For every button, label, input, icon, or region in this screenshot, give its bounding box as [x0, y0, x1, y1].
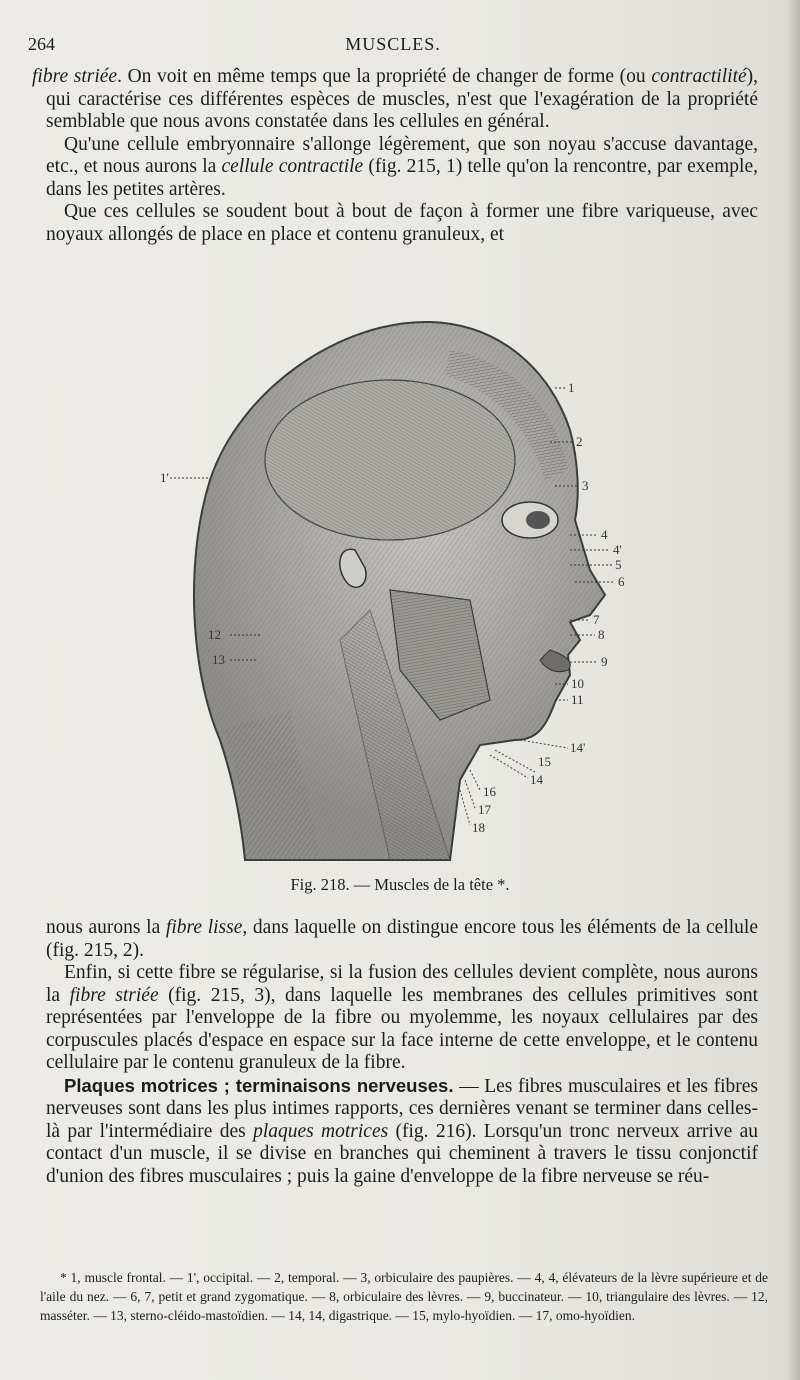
figure-label-1-prime: 1' — [160, 470, 169, 485]
figure-label-6: 6 — [618, 574, 625, 589]
italic-term: cellule contractile — [221, 156, 364, 177]
body-text-bottom — [46, 917, 758, 1188]
paragraph-3: Que ces cellules se soudent bout à bout de façon à former une fibre variqueuse, avec noyaux allongés de place en place et contenu granuleux, et — [46, 201, 758, 245]
figure-label-11: 11 — [571, 692, 584, 707]
figure-label-5: 5 — [615, 557, 622, 572]
paragraph-4 — [46, 917, 758, 962]
paragraph-text: (fig. 215, 1) telle qu'on la rencontre, par exemple, dans les petites artères. — [46, 156, 759, 200]
paragraph-text: (fig. 216). Lorsqu'un tronc nerveux arrive au contact d'un muscle, il se divise en branches qui cheminent à travers le tissu conjonctif d'union des fibres musculaires ; puis la gaine d'enveloppe de la fibre nerveuse se réu- — [46, 1120, 758, 1187]
paragraph-text: ), qui caractérise ces différentes espèces de muscles, n'est que l'exagération de la propriété semblable que nous avons constatée dans les cellules en général. — [46, 66, 759, 132]
figure-label-12: 12 — [208, 627, 221, 642]
italic-term: fibre lisse — [165, 917, 243, 938]
running-title: MUSCLES. — [345, 34, 441, 54]
italic-term: fibre striée — [69, 984, 159, 1006]
page-number: 264 — [28, 34, 55, 54]
paragraph-text: (fig. 215, 3), dans laquelle les membranes des cellules primitives sont représentées par l'enveloppe de la fibre ou myolemme, les noyaux cellulaires par des corpuscules placés d'espace en espace sur la face interne de cette enveloppe, et le contenu cellulaire par le contenu granuleux de la fibre. — [46, 984, 758, 1073]
figure-label-16: 16 — [483, 784, 496, 799]
figure-label-13: 13 — [212, 652, 225, 667]
italic-term: fibre striée — [32, 66, 118, 87]
figure-label-4-prime: 4' — [613, 542, 622, 557]
figure-label-17: 17 — [478, 802, 491, 817]
figure-label-7: 7 — [593, 612, 600, 627]
figure-label-10: 10 — [571, 676, 584, 691]
figure-label-4: 4 — [601, 527, 608, 542]
figure-footnote — [40, 1268, 768, 1325]
head-muscles-illustration — [150, 310, 650, 870]
body-text-top — [32, 66, 759, 246]
eye — [526, 511, 550, 529]
figure-label-9: 9 — [601, 654, 608, 669]
footnote-text: * 1, muscle frontal. — 1', occipital. — 2, temporal. — 3, orbiculaire des paupières. — 4, 4, élévateurs de la lèvre supérieure et de l'aile du nez. — 6, 7, petit et grand zygomatique. — 8, orbiculaire des lèvres. — 9, buccinateur. — 10, triangulaire des lèvres. — 12, masséter. — 13, sterno-cléido-mastoïdien. — 14, 14, digastrique. — 15, mylo-hyoïdien. — 17, omo-hyoïdien. — [40, 1270, 768, 1323]
figure-label-3: 3 — [582, 478, 589, 493]
paragraph-text: , dans laquelle on distingue encore tous les éléments de la cellule (fig. 215, 2). — [46, 917, 758, 961]
figure-label-8: 8 — [598, 627, 605, 642]
paragraph-text: Enfin, si cette fibre se régularise, si la fusion des cellules devient complète, nous aurons la — [46, 962, 758, 1006]
paragraph-text: Qu'une cellule embryonnaire s'allonge légèrement, que son noyau s'accuse davantage, etc., et nous aurons la — [46, 133, 758, 177]
figure-label-1: 1 — [568, 380, 575, 395]
paragraph-text: — Les fibres musculaires et les fibres nerveuses sont dans les plus intimes rapports, ces dernières venant se terminer dans celles-là par l'intermédiaire des — [46, 1075, 759, 1142]
paragraph-text: . On voit en même temps que la propriété de changer de forme (ou — [117, 66, 652, 87]
paragraph-6 — [46, 1075, 758, 1189]
figure-label-2: 2 — [576, 434, 583, 449]
paragraph-5 — [46, 962, 758, 1075]
figure-caption: Fig. 218. — Muscles de la tête *. — [290, 875, 510, 894]
italic-term: contractilité — [651, 66, 747, 87]
paragraph-1 — [32, 66, 759, 134]
figure-label-18: 18 — [472, 820, 485, 835]
figure-label-14: 14 — [530, 772, 543, 787]
anatomical-figure — [150, 310, 650, 870]
paragraph-2 — [46, 134, 758, 202]
paragraph-text: nous aurons la — [46, 917, 166, 938]
italic-term: plaques motrices — [253, 1120, 389, 1142]
figure-label-14-prime: 14' — [570, 740, 586, 755]
figure-label-15: 15 — [538, 754, 551, 769]
page-header — [28, 34, 758, 58]
section-heading: Plaques motrices ; terminaisons nerveuses. — [64, 1074, 454, 1096]
page-edge-shadow — [786, 0, 800, 1380]
